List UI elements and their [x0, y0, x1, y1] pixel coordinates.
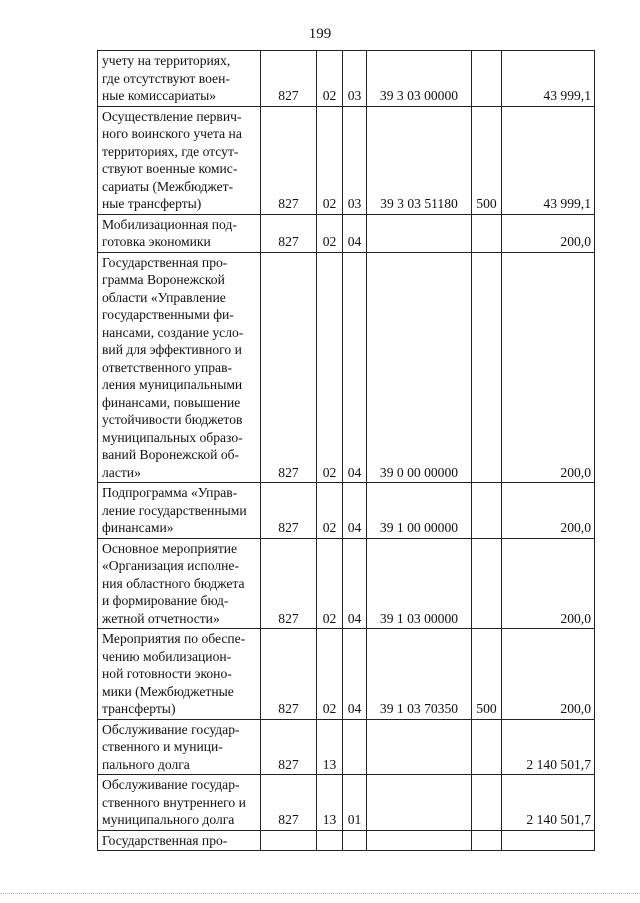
- amount-cell: 200,0: [502, 214, 595, 252]
- row-name-cell: Осуществление первич- ного воинского учета на территориях, где отсут- ствуют военные комис- сариаты (Межбюджет- ные трансферты): [98, 106, 261, 214]
- row-name-cell: Мероприятия по обеспе- чению мобилизацион- ной готовности эконо- мики (Межбюджетные трансферты): [98, 629, 261, 720]
- subsection-code-cell: 04: [343, 483, 367, 539]
- row-name-cell: Подпрограмма «Управ- ление государственными финансами»: [98, 483, 261, 539]
- table-row: [98, 719, 595, 775]
- table-row: [98, 106, 595, 214]
- ministry-code-cell: 827: [261, 538, 317, 629]
- subsection-code-cell: 04: [343, 538, 367, 629]
- expense-type-cell: [472, 775, 502, 831]
- expense-type-cell: [472, 538, 502, 629]
- table-row: [98, 51, 595, 107]
- table-row: [98, 629, 595, 720]
- subsection-code-cell: 03: [343, 106, 367, 214]
- target-article-cell: 39 1 00 00000: [367, 483, 472, 539]
- section-code-cell: [317, 830, 343, 851]
- section-code-cell: 02: [317, 483, 343, 539]
- expense-type-cell: [472, 51, 502, 107]
- expense-type-cell: [472, 214, 502, 252]
- subsection-code-cell: 04: [343, 629, 367, 720]
- amount-cell: 200,0: [502, 538, 595, 629]
- target-article-cell: [367, 775, 472, 831]
- ministry-code-cell: 827: [261, 483, 317, 539]
- table-row: [98, 252, 595, 483]
- subsection-code-cell: 04: [343, 252, 367, 483]
- scan-edge-line: [0, 893, 640, 894]
- amount-cell: 200,0: [502, 629, 595, 720]
- row-name-cell: Мобилизационная под- готовка экономики: [98, 214, 261, 252]
- amount-cell: 43 999,1: [502, 106, 595, 214]
- budget-table: [97, 50, 595, 851]
- row-name-cell: Обслуживание государ- ственного внутреннего и муниципального долга: [98, 775, 261, 831]
- ministry-code-cell: 827: [261, 106, 317, 214]
- section-code-cell: 02: [317, 629, 343, 720]
- row-name-cell: Государственная про-: [98, 830, 261, 851]
- amount-cell: 200,0: [502, 252, 595, 483]
- expense-type-cell: [472, 483, 502, 539]
- subsection-code-cell: [343, 719, 367, 775]
- ministry-code-cell: [261, 830, 317, 851]
- section-code-cell: 02: [317, 51, 343, 107]
- target-article-cell: 39 3 03 00000: [367, 51, 472, 107]
- ministry-code-cell: 827: [261, 775, 317, 831]
- target-article-cell: [367, 719, 472, 775]
- section-code-cell: 02: [317, 106, 343, 214]
- ministry-code-cell: 827: [261, 214, 317, 252]
- target-article-cell: 39 1 03 00000: [367, 538, 472, 629]
- subsection-code-cell: [343, 830, 367, 851]
- table-row: [98, 483, 595, 539]
- expense-type-cell: 500: [472, 106, 502, 214]
- ministry-code-cell: 827: [261, 252, 317, 483]
- expense-type-cell: [472, 719, 502, 775]
- table-row: [98, 538, 595, 629]
- subsection-code-cell: 01: [343, 775, 367, 831]
- section-code-cell: 13: [317, 719, 343, 775]
- section-code-cell: 02: [317, 252, 343, 483]
- subsection-code-cell: 04: [343, 214, 367, 252]
- target-article-cell: 39 1 03 70350: [367, 629, 472, 720]
- target-article-cell: 39 3 03 51180: [367, 106, 472, 214]
- target-article-cell: [367, 830, 472, 851]
- row-name-cell: Обслуживание государ- ственного и муници- пального долга: [98, 719, 261, 775]
- amount-cell: 200,0: [502, 483, 595, 539]
- section-code-cell: 02: [317, 214, 343, 252]
- row-name-cell: Основное мероприятие «Организация исполне- ния областного бюджета и формирование бюд- жетной отчетности»: [98, 538, 261, 629]
- row-name-cell: Государственная про- грамма Воронежской области «Управление государственными фи- нансами, создание усло- вий для эффективного и ответственного управ- ления муниципальными финансами, повышение устойчивости бюджетов муниципальных образо- ваний Воронежской об- ласти»: [98, 252, 261, 483]
- subsection-code-cell: 03: [343, 51, 367, 107]
- page-number: 199: [308, 26, 332, 42]
- amount-cell: 2 140 501,7: [502, 719, 595, 775]
- amount-cell: [502, 830, 595, 851]
- section-code-cell: 02: [317, 538, 343, 629]
- target-article-cell: 39 0 00 00000: [367, 252, 472, 483]
- amount-cell: 2 140 501,7: [502, 775, 595, 831]
- table-row: [98, 775, 595, 831]
- table-row: [98, 830, 595, 851]
- target-article-cell: [367, 214, 472, 252]
- ministry-code-cell: 827: [261, 719, 317, 775]
- ministry-code-cell: 827: [261, 51, 317, 107]
- table-row: [98, 214, 595, 252]
- ministry-code-cell: 827: [261, 629, 317, 720]
- expense-type-cell: 500: [472, 629, 502, 720]
- section-code-cell: 13: [317, 775, 343, 831]
- amount-cell: 43 999,1: [502, 51, 595, 107]
- expense-type-cell: [472, 830, 502, 851]
- row-name-cell: учету на территориях, где отсутствуют воен- ные комиссариаты»: [98, 51, 261, 107]
- expense-type-cell: [472, 252, 502, 483]
